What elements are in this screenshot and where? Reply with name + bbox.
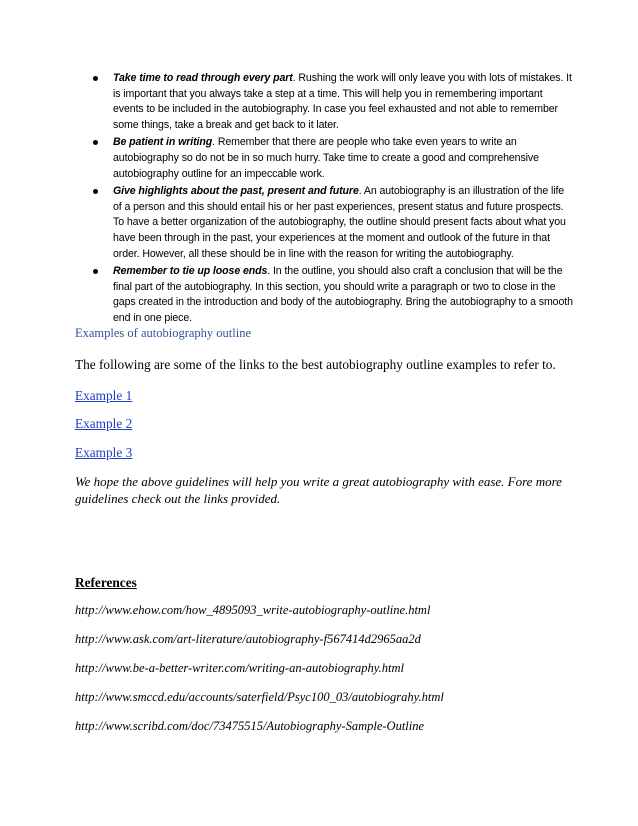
bullet-body-text: . An autobiography is an illustration of the life of a person and this should entail his or her past experiences, present status and future prospects. To have a better organization of the autobiography, the outline should present facts about what you have been through in the past, your experiences at the moment and outlook of the future in that order. However, all these should be in line with the reason for writing the autobiography. [113,185,566,260]
list-item [93,71,573,133]
reference-url: http://www.scribd.com/doc/73475515/Autobiography-Sample-Outline [75,719,425,733]
bullet-lead-text: Be patient in writing [113,136,213,149]
bullet-icon [93,76,98,81]
example-2-link[interactable]: Example 2 [75,416,133,431]
bullet-lead-text: Give highlights about the past, present and future [113,185,359,198]
bullet-body-text: . Remember that there are people who take even years to write an autobiography so do not be in so much hurry. Take time to create a good and comprehensive autobiography outline for an impeccable work. [113,136,539,180]
bullet-icon [93,140,98,145]
closing-paragraph: We hope the above guidelines will help you write a great autobiography with ease. Fore more guidelines check out the links provided. [75,474,562,506]
reference-url: http://www.be-a-better-writer.com/writing-an-autobiography.html [75,661,405,675]
intro-paragraph: The following are some of the links to the best autobiography outline examples to refer to. [75,357,556,372]
reference-url: http://www.ehow.com/how_4895093_write-autobiography-outline.html [75,603,431,617]
list-item [93,184,573,262]
example-1-link[interactable]: Example 1 [75,388,133,403]
tips-bullet-list [93,71,573,329]
bullet-lead-text: Remember to tie up loose ends [113,265,268,278]
bullet-icon [93,189,98,194]
references-heading: References [75,575,137,590]
bullet-body-text: . In the outline, you should also craft a conclusion that will be the final part of the autobiography. In this section, you should write a paragraph or two to close in the gaps created in the introduction and body of the autobiography. Bring the autobiography to a smooth end in one piece. [113,265,573,324]
bullet-body-text: . Rushing the work will only leave you with lots of mistakes. It is important that you always take a step at a time. This will help you in remembering important events to be included in the autobiography. In case you feel exhausted and not able to remember some things, take a break and get back to it later. [113,72,572,131]
bullet-lead-text: Take time to read through every part [113,72,293,84]
bullet-icon [93,269,98,274]
list-item [93,264,573,326]
example-3-link[interactable]: Example 3 [75,445,133,460]
reference-url: http://www.ask.com/art-literature/autobiography-f567414d2965aa2d [75,632,421,646]
section-heading: Examples of autobiography outline [75,326,252,340]
list-item [93,135,573,182]
reference-url: http://www.smccd.edu/accounts/saterfield/Psyc100_03/autobiograhy.html [75,690,444,704]
